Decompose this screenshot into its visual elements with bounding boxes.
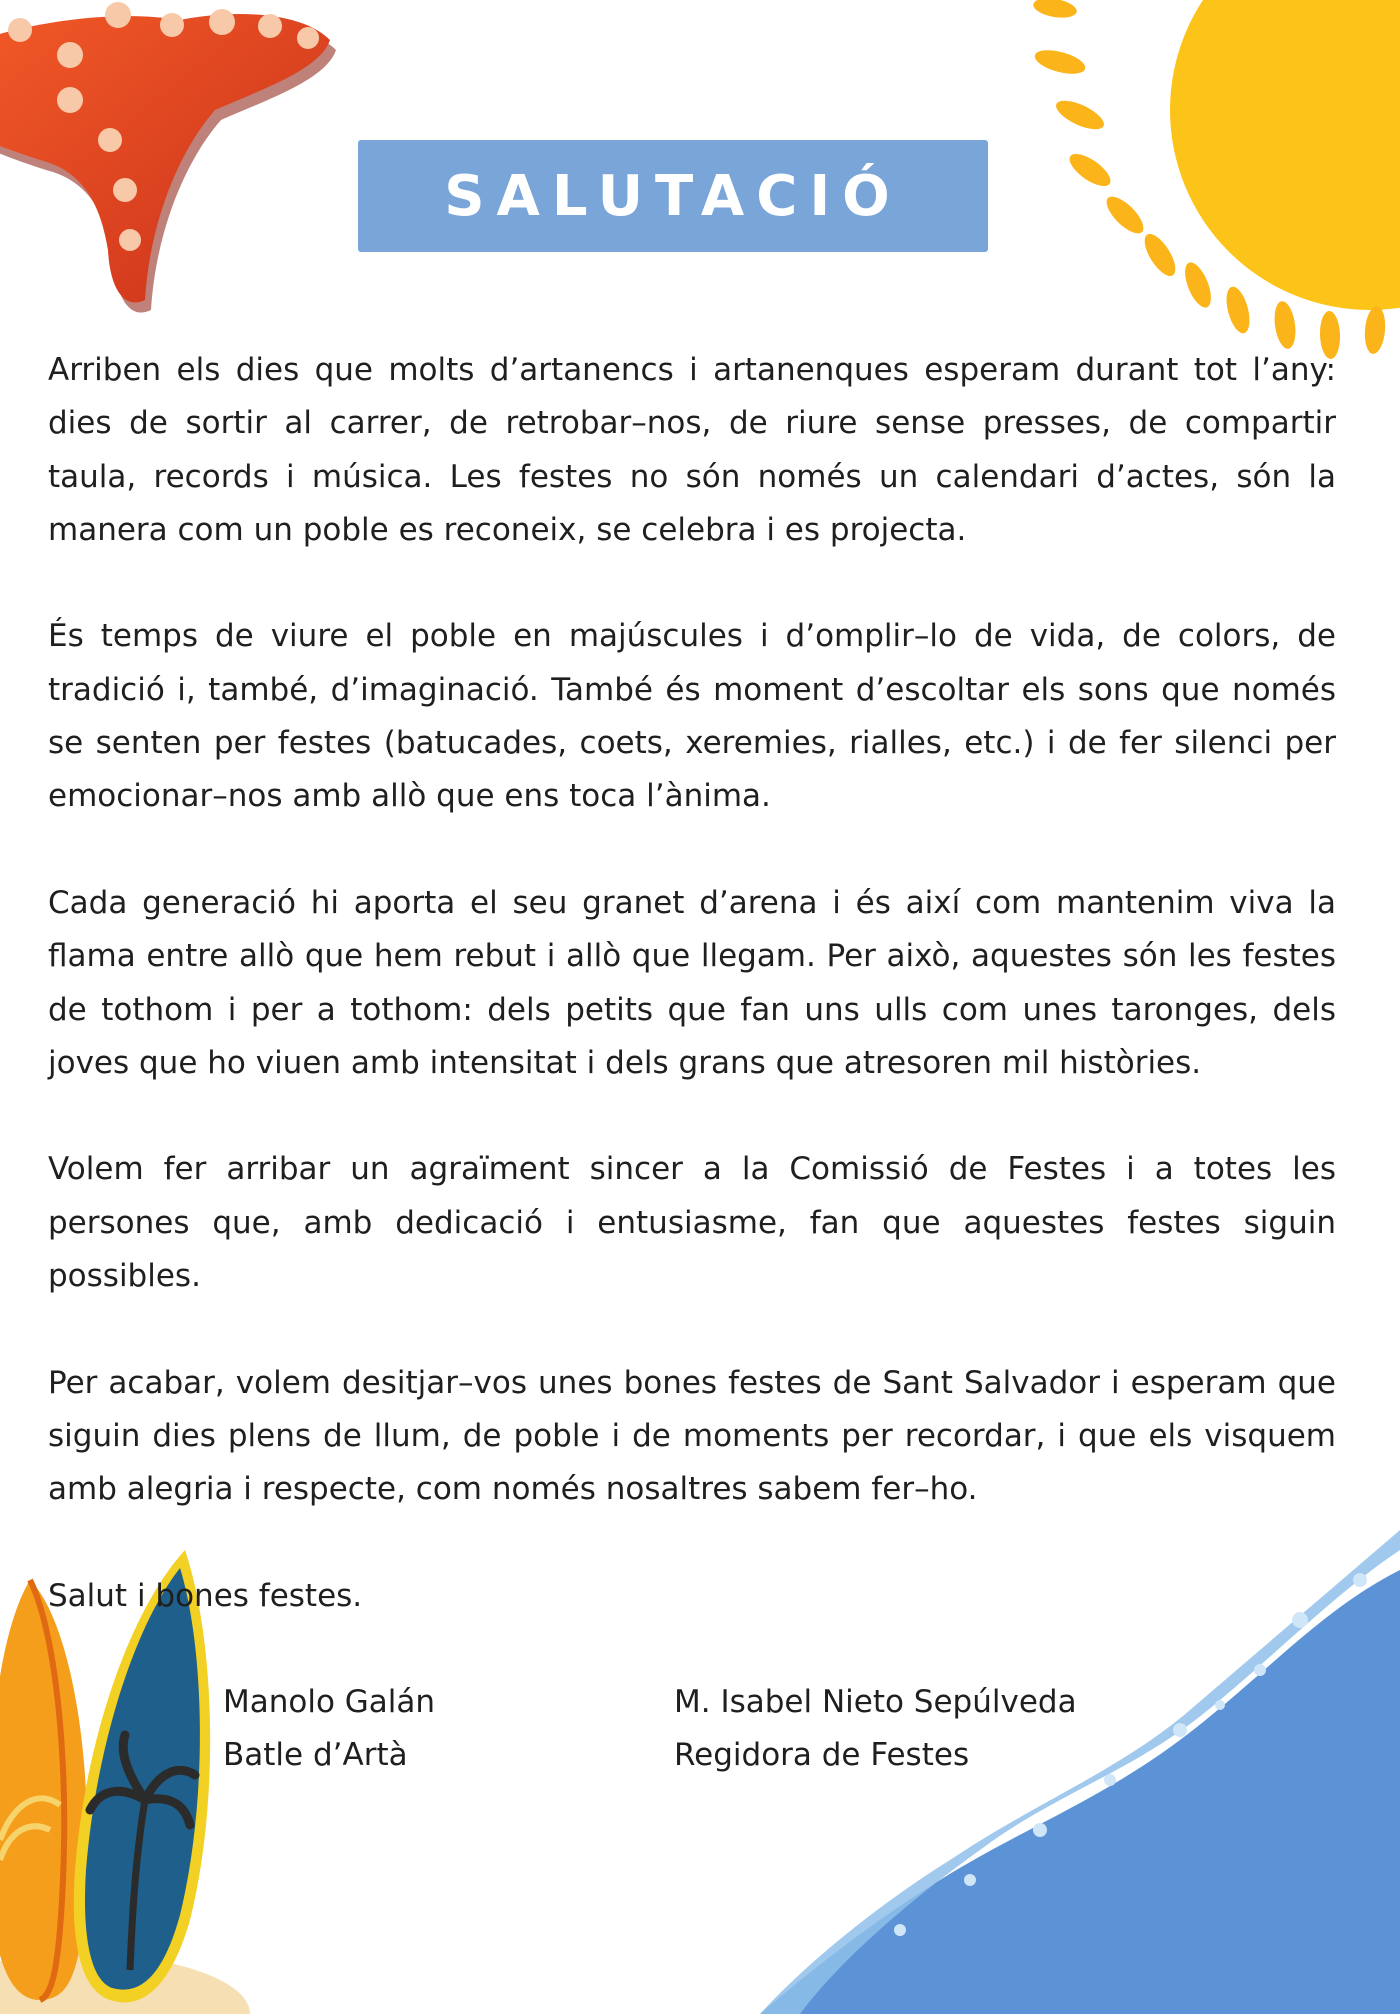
signer-name: Manolo Galán (223, 1684, 436, 1720)
starfish-icon (0, 0, 340, 320)
signer-role: Batle d’Artà (223, 1737, 408, 1773)
signer-name: M. Isabel Nieto Sepúlveda (674, 1684, 1077, 1720)
signature-left (223, 1676, 435, 1782)
closing-line: Salut i bones festes. (48, 1577, 363, 1614)
letter-body (48, 344, 1336, 1676)
paragraph: Per acabar, volem desitjar–vos unes bones festes de Sant Salvador i esperam que siguin dies plens de llum, de poble i de moments per recordar, i que els visquem amb alegria i respecte, com només nosaltres sabem fer–ho. (48, 1364, 1336, 1508)
title-banner (358, 140, 988, 252)
paragraph: Cada generació hi aporta el seu granet d’arena i és així com mantenim viva la flama entre allò que hem rebut i allò que llegam. Per això, aquestes són les festes de tothom i per a tothom: dels petits que fan uns ulls com unes taronges, dels joves que ho viuen amb intensitat i dels grans que atresoren mil històries. (48, 884, 1336, 1081)
page-title: SALUTACIÓ (444, 163, 902, 229)
sun-icon (1030, 0, 1400, 360)
paragraph: Arriben els dies que molts d’artanencs i artanenques esperam durant tot l’any: dies de sortir al carrer, de retrobar–nos, de riure sense presses, de compartir taula, records i música. Les festes no són només un calendari d’actes, són la manera com un poble es reconeix, se celebra i es projecta. (48, 352, 1336, 548)
paragraph: Volem fer arribar un agraïment sincer a la Comissió de Festes i a totes les persones que, amb dedicació i entusiasme, fan que aquestes festes siguin possibles. (48, 1151, 1336, 1295)
signature-right (674, 1676, 1077, 1782)
paragraph: És temps de viure el poble en majúscules i d’omplir–lo de vida, de colors, de tradició i, també, d’imaginació. També és moment d’escoltar els sons que només se senten per festes (batucades, coets, xeremies, rialles, etc.) i de fer silenci per emocionar–nos amb allò que ens toca l’ànima. (48, 618, 1336, 815)
signer-role: Regidora de Festes (674, 1737, 970, 1773)
